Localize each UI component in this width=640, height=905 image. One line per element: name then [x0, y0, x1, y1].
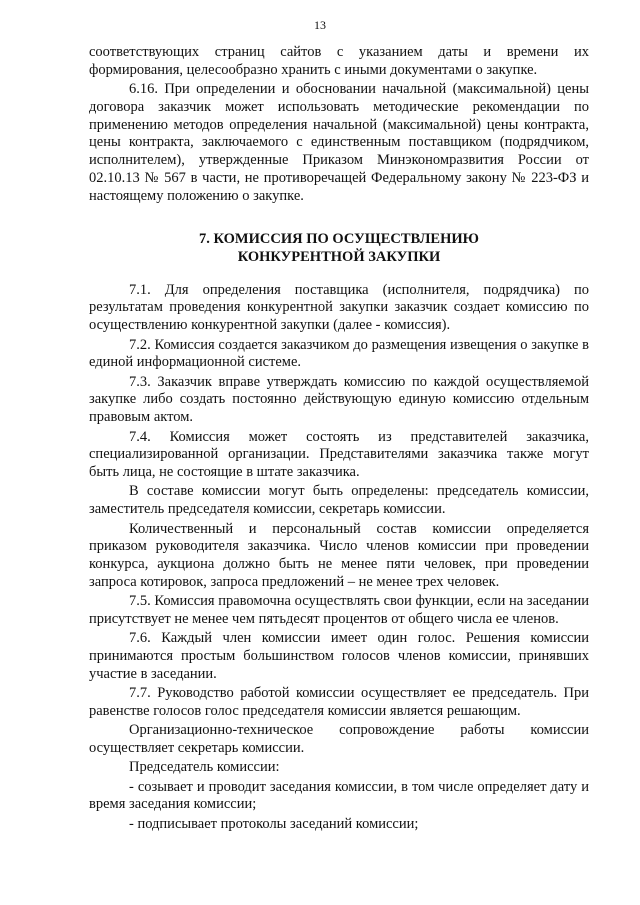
document-body: [89, 44, 589, 835]
section-heading-line-1: 7. КОМИССИЯ ПО ОСУЩЕСТВЛЕНИЮ: [199, 230, 479, 247]
paragraph-continuation: соответствующих страниц сайтов с указанием даты и времени их формирования, целесообразно хранить с иными документами о закупке.: [89, 44, 589, 78]
paragraph-7-2: 7.2. Комиссия создается заказчиком до размещения извещения о закупке в единой информационной системе.: [89, 336, 589, 371]
section-heading-line-2: КОНКУРЕНТНОЙ ЗАКУПКИ: [237, 248, 441, 265]
paragraph-7-5: 7.5. Комиссия правомочна осуществлять свои функции, если на заседании присутствует не менее чем пятьдесят процентов от общего числа ее членов.: [89, 593, 589, 628]
section-heading: [89, 230, 589, 266]
paragraph-commission-composition: Количественный и персональный состав комиссии определяется приказом руководителя заказчика. Число членов комиссии при проведении конкурса, аукциона должно быть не менее пяти человек, при проведении запроса котировок, запроса предложений – не менее трех человек.: [89, 520, 589, 590]
paragraph-secretary: Организационно-техническое сопровождение работы комиссии осуществляет секретарь комиссии.: [89, 722, 589, 757]
paragraph-7-4: 7.4. Комиссия может состоять из представителей заказчика, специализированной организации. Представителями заказчика также могут быть лица, не состоящие в штате заказчика.: [89, 428, 589, 481]
paragraph-7-6: 7.6. Каждый член комиссии имеет один голос. Решения комиссии принимаются простым большинством голосов членов комиссии, принявших участие в заседании.: [89, 630, 589, 682]
paragraph-6-16: 6.16. При определении и обосновании начальной (максимальной) цены договора заказчик может использовать методические рекомендации по применению методов определения начальной (максимальной) цены контракта, цены контракта, заключаемого с единственным поставщиком (подрядчиком, исполнителем), утвержденные Приказом Минэкономразвития России от 02.10.13 № 567 в части, не противоречащей Федеральному закону № 223-ФЗ и настоящему положению о закупке.: [89, 81, 589, 204]
paragraph-7-7: 7.7. Руководство работой комиссии осуществляет ее председатель. При равенстве голосов голос председателя комиссии является решающим.: [89, 685, 589, 719]
page-number: 13: [314, 18, 326, 32]
list-item-signs: - подписывает протоколы заседаний комиссии;: [129, 815, 419, 832]
list-item-convenes: - созывает и проводит заседания комиссии, в том числе определяет дату и время заседания комиссии;: [89, 778, 589, 813]
paragraph-7-1: 7.1. Для определения поставщика (исполнителя, подрядчика) по результатам проведения конкурентной закупки заказчик создает комиссию по осуществлению конкурентной закупки (далее - комиссия).: [89, 281, 589, 334]
paragraph-chairman-intro: Председатель комиссии:: [129, 759, 280, 776]
paragraph-7-3: 7.3. Заказчик вправе утверждать комиссию по каждой осуществляемой закупке либо создать постоянно действующую единую комиссию отдельным правовым актом.: [89, 373, 589, 426]
paragraph-commission-roles: В составе комиссии могут быть определены: председатель комиссии, заместитель председателя комиссии, секретарь комиссии.: [89, 483, 589, 518]
